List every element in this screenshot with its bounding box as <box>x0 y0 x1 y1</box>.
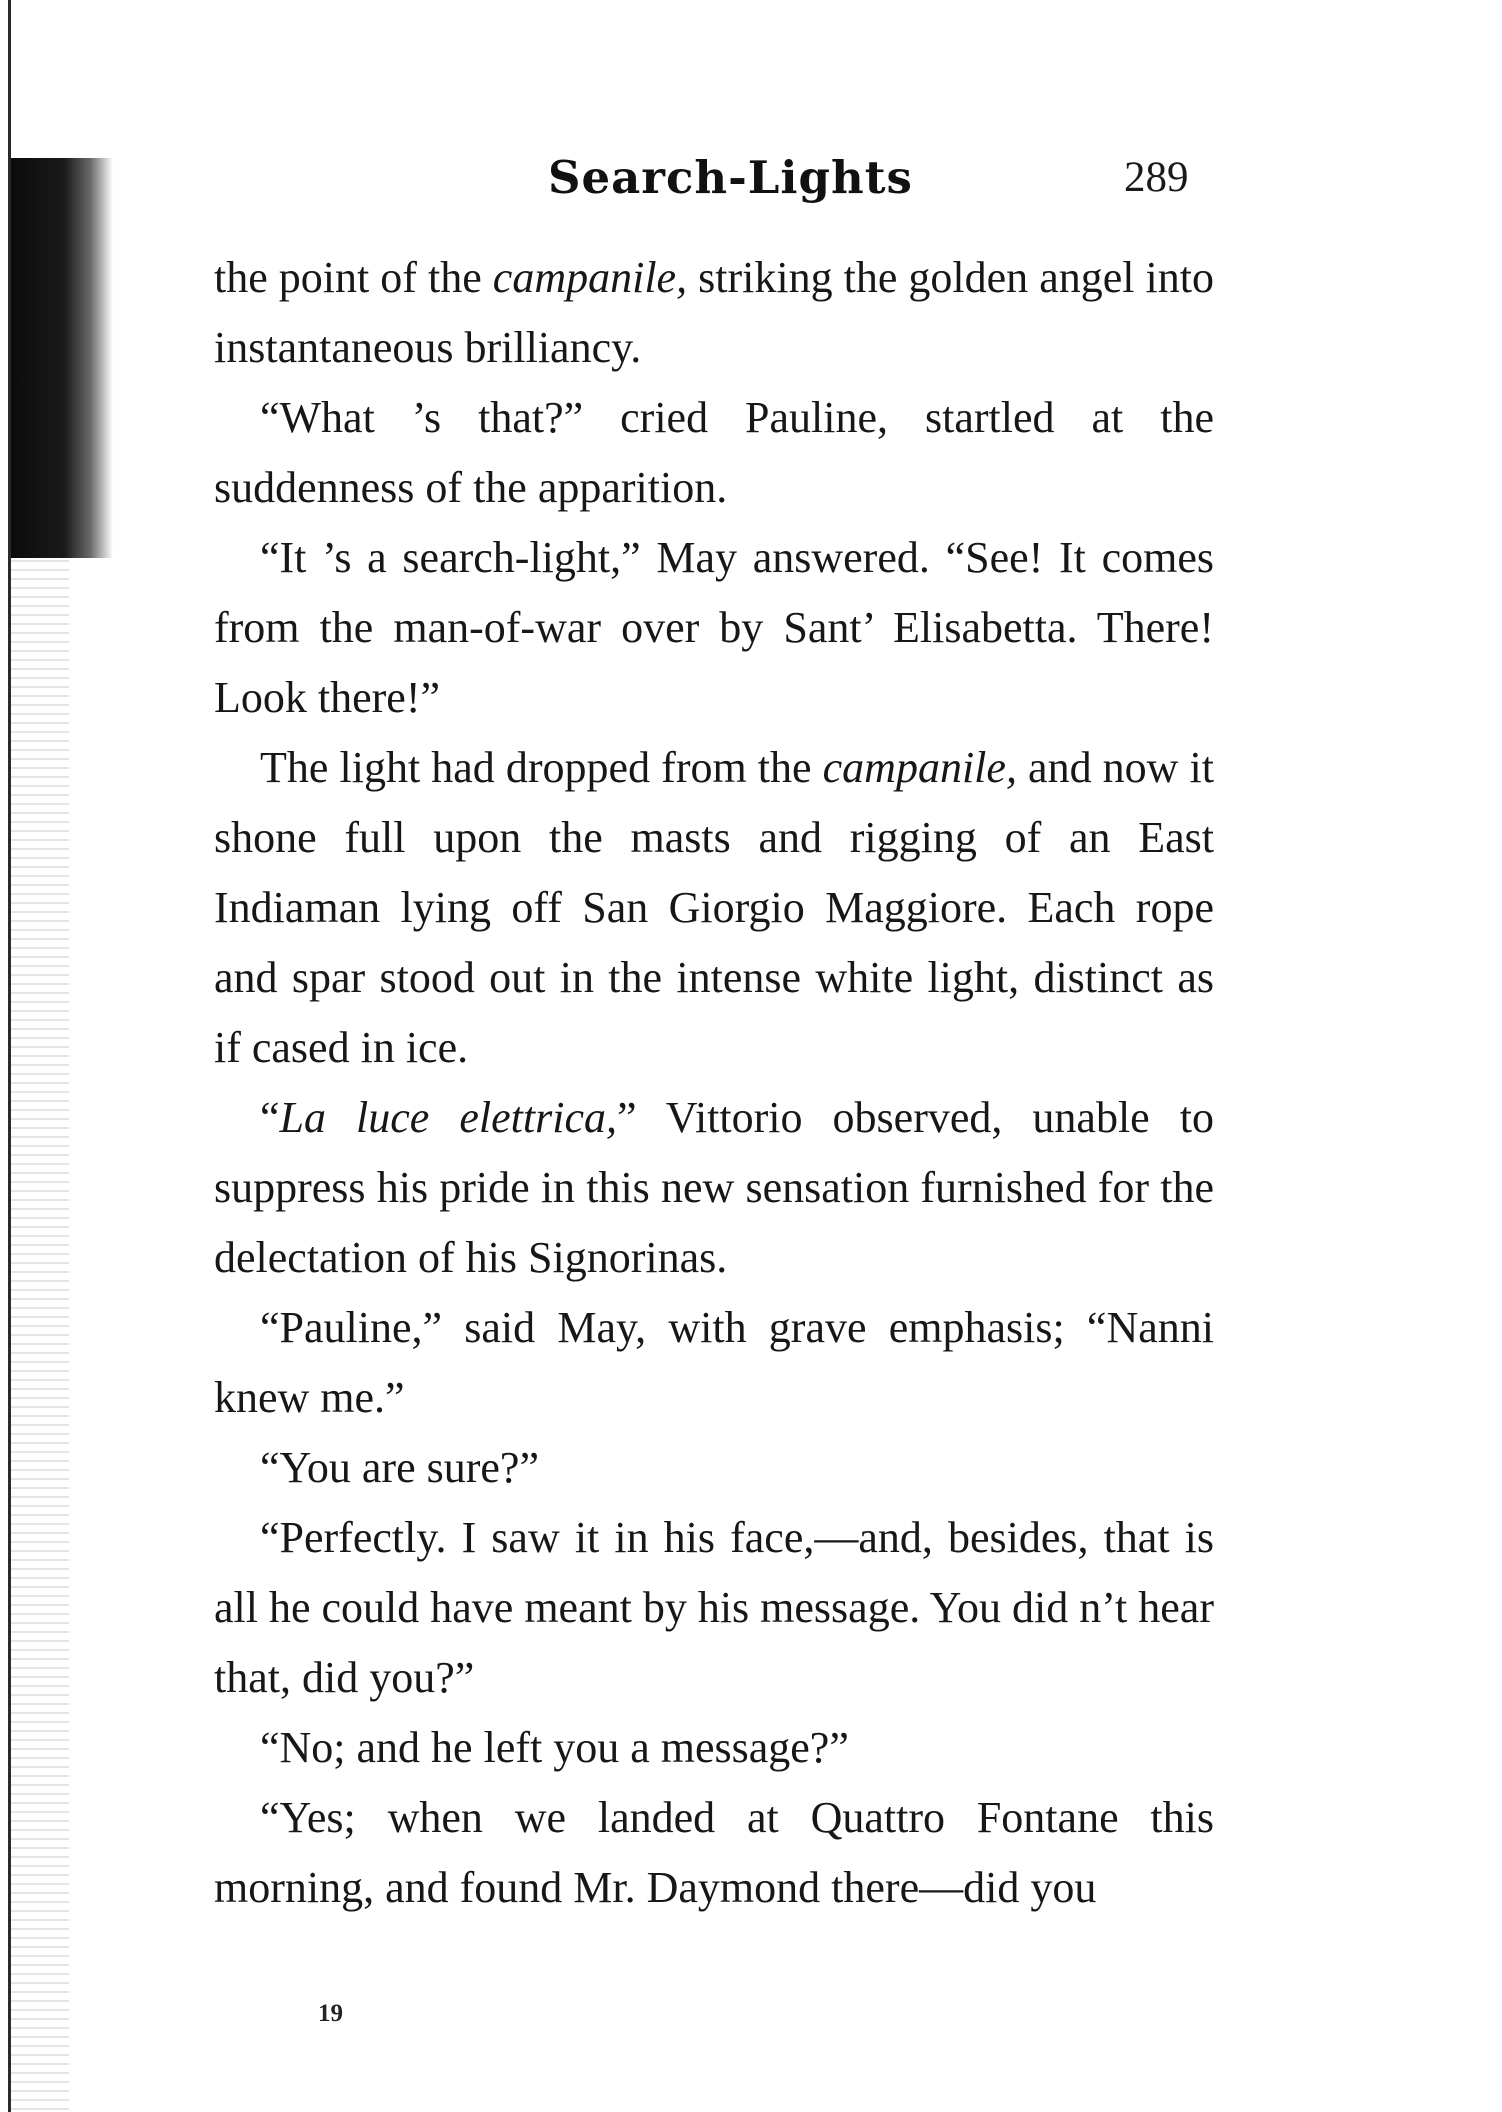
text-run: The light had dropped from the <box>260 743 823 792</box>
text-run: “You are sure?” <box>260 1443 539 1492</box>
binding-shadow <box>11 158 113 558</box>
text-run: “What ’s that?” cried Pauline, startled at the suddenness of the apparition. <box>214 393 1214 512</box>
binding-speckle <box>11 560 69 2112</box>
text-run: “Perfectly. I saw it in his face,—and, besides, that is all he could have meant by his message. You did n’t hear that, did you?” <box>214 1513 1214 1702</box>
page-number: 289 <box>1124 154 1189 201</box>
text-run: and now it shone full upon the masts and rigging of an East Indiaman lying off San Giorgio Maggiore. Each rope and spar stood out in the intense white light, distinct as if cased in ice. <box>214 743 1214 1072</box>
text-run: “Yes; when we landed at Quattro Fontane this morning, and found Mr. Daymond there—did you <box>214 1793 1214 1912</box>
paragraph <box>214 523 1214 733</box>
signature-mark: 19 <box>318 2000 343 2027</box>
body-text <box>214 243 1214 1923</box>
running-head <box>0 148 1502 208</box>
paragraph <box>214 383 1214 523</box>
italic-text: campanile, <box>492 253 688 302</box>
paragraph <box>214 1713 1214 1783</box>
paragraph <box>214 1783 1214 1923</box>
text-run: ” Vittorio observed, unable to suppress his pride in this new sensation furnished for the delectation of his Signorinas. <box>214 1093 1214 1282</box>
text-run: the point of the <box>214 253 493 302</box>
text-run: “It ’s a search-light,” May answered. “See! It comes from the man-of-war over by Sant’ Elisabetta. There! Look there!” <box>214 533 1214 722</box>
italic-text: La luce elettrica, <box>279 1093 618 1142</box>
paragraph <box>214 1083 1214 1293</box>
paragraph <box>214 1293 1214 1433</box>
paragraph <box>214 243 1214 383</box>
italic-text: campanile, <box>822 743 1017 792</box>
text-run: striking the golden angel into instantaneous brilliancy. <box>214 253 1215 372</box>
text-run: “No; and he left you a message?” <box>260 1723 849 1772</box>
paragraph <box>214 1433 1214 1503</box>
paragraph <box>214 1503 1214 1713</box>
running-title: Search-Lights <box>548 151 913 204</box>
paragraph <box>214 733 1214 1083</box>
text-run: “ <box>260 1093 280 1142</box>
text-run: “Pauline,” said May, with grave emphasis; “Nanni knew me.” <box>214 1303 1214 1422</box>
